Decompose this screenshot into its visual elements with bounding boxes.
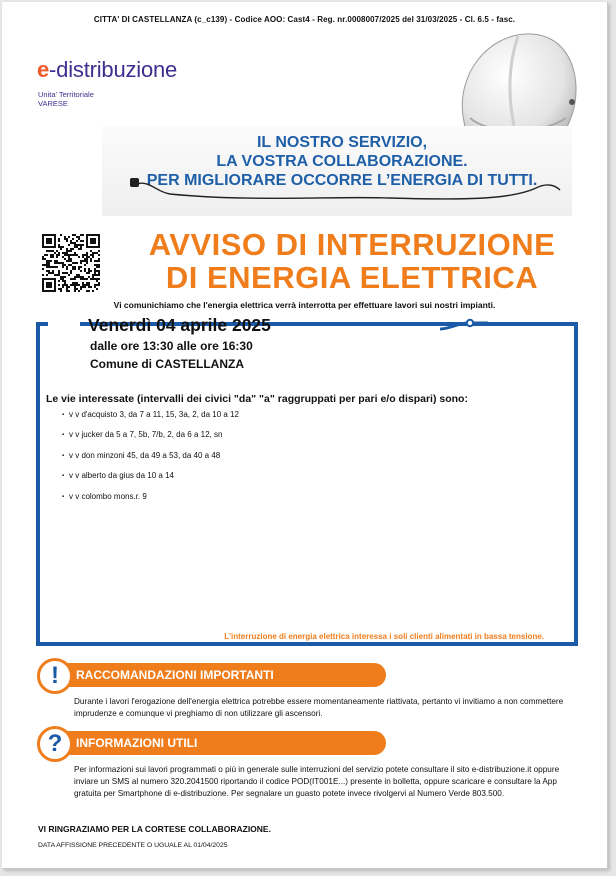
title-line-2: DI ENERGIA ELETTRICA (165, 260, 539, 295)
streets-list (62, 410, 239, 512)
e-distribuzione-logo (37, 57, 177, 83)
unit-name: VARESE (38, 99, 68, 108)
box-gap (48, 318, 80, 327)
notice-page (2, 2, 608, 869)
low-voltage-note: L'interruzione di energia elettrica interessa i soli clienti alimentati in bassa tensione. (224, 632, 544, 641)
logo-e: e (37, 57, 50, 82)
interruption-hours: dalle ore 13:30 alle ore 16:30 (90, 339, 253, 353)
territorial-unit (38, 90, 94, 108)
question-icon: ? (37, 726, 73, 762)
bullet-icon: ▪ (62, 452, 65, 459)
cable-plug-icon (438, 315, 498, 331)
street-item: ▪ v v jucker da 5 a 7, 5b, 7/b, 2, da 6 a 12, sn (62, 430, 223, 440)
bullet-icon: ▪ (62, 432, 65, 439)
notice-subtitle: Vi comunichiamo che l'energia elettrica verrà interrotta per effettuare lavori sui nostri impianti. (113, 300, 496, 310)
street-item: ▪ v v d'acquisto 3, da 7 a 11, 15, 3a, 2, da 10 a 12 (62, 410, 239, 419)
qr-code-icon (40, 232, 102, 294)
plug-cable-icon (130, 176, 570, 206)
bullet-icon: ▪ (62, 473, 65, 480)
exclamation-icon: ! (37, 658, 73, 694)
info-text: Per informazioni sui lavori programmati o più in generale sulle interruzioni del servizio potete consultare il sito e-distribuzione.it oppure inviare un SMS al numero 320.2041500 riportando il codice POD(IT001E...) presente in bolletta, oppure scaricare e consultare la App gratuita per Smartphone di e-distribuzione. Per segnalare un guasto potete invece rivolgervi al Numero Verde 803.500. (74, 765, 560, 798)
title-line-1: AVVISO DI INTERRUZIONE (148, 227, 556, 262)
protocol-header: CITTA' DI CASTELLANZA (c_c139) - Codice AOO: Cast4 - Reg. nr.0008007/2025 del 31/03/2025 - Cl. 6.5 - fasc. (93, 15, 516, 24)
notice-title (106, 228, 598, 294)
street-item: ▪ v v alberto da gius da 10 a 14 (62, 471, 174, 481)
recommendations-heading: RACCOMANDAZIONI IMPORTANTI (58, 663, 386, 687)
street-item: ▪ v v don minzoni 45, da 49 a 53, da 40 a 48 (62, 450, 221, 460)
unit-label: Unita' Territoriale (38, 90, 94, 99)
logo-text: -distribuzione (49, 57, 178, 82)
recommendations-text: Durante i lavori l'erogazione dell'energia elettrica potrebbe essere momentaneamente riattivata, pertanto vi invitiamo a non commettere imprudenze e comunque vi preghiamo di non utilizzare gli ascensori. (74, 697, 564, 718)
slogan-line-2: LA VOSTRA COLLABORAZIONE. (216, 153, 468, 170)
slogan-line-1: IL NOSTRO SERVIZIO, (256, 134, 428, 151)
municipality: Comune di CASTELLANZA (90, 357, 244, 371)
info-heading: INFORMAZIONI UTILI (58, 731, 386, 755)
thanks-line: VI RINGRAZIAMO PER LA CORTESE COLLABORAZIONE. (38, 824, 271, 834)
affixed-date: DATA AFFISSIONE PRECEDENTE O UGUALE AL 01/04/2025 (38, 842, 228, 849)
streets-heading: Le vie interessate (intervalli dei civici "da" "a" raggruppati per pari e/o dispari) sono: (46, 393, 468, 405)
bullet-icon: ▪ (62, 493, 65, 500)
slogan-line-3: PER MIGLIORARE OCCORRE L’ENERGIA DI TUTTI. (146, 172, 538, 189)
bullet-icon: ▪ (62, 412, 65, 418)
interruption-date: Venerdì 04 aprile 2025 (88, 315, 271, 335)
street-item: ▪ v v colombo mons.r. 9 (62, 491, 147, 501)
